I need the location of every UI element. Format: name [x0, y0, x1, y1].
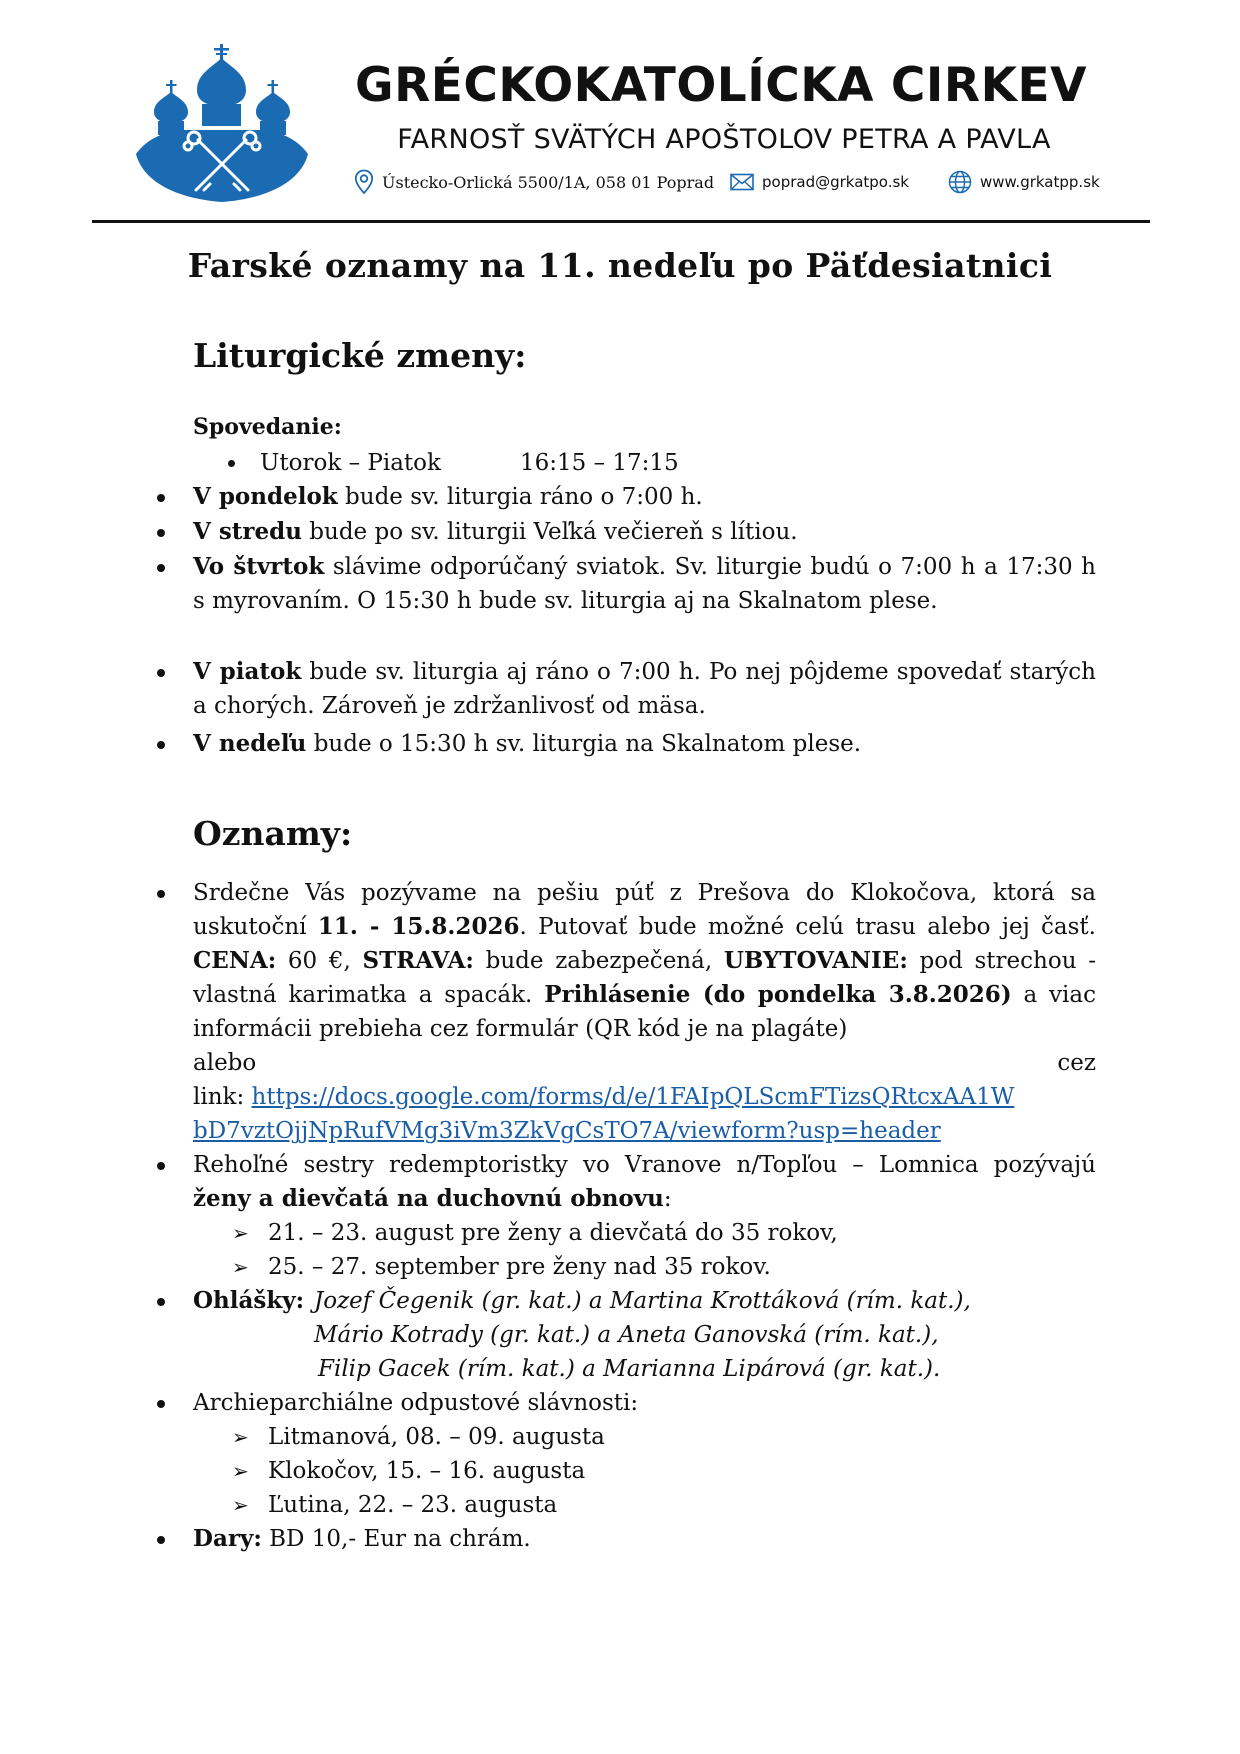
pilgrimage-text-2: . Putovať bude možné celú trasu alebo jej časť. [519, 914, 1096, 940]
wednesday-label: V stredu [193, 518, 302, 545]
wednesday-text: bude po sv. liturgii Veľká večiereň s lítiou. [301, 519, 798, 545]
feast-item: ➢ Klokočov, 15. – 16. augusta [268, 1454, 585, 1488]
envelope-icon [730, 173, 754, 191]
liturgical-changes-heading: Liturgické zmeny: [193, 336, 527, 375]
location-pin-icon [354, 169, 374, 195]
feasts-notice: Archieparchiálne odpustové slávnosti: [193, 1386, 1096, 1420]
confession-time: 16:15 – 17:15 [520, 450, 679, 476]
banns-couple: Filip Gacek (rím. kat.) a Marianna Lipárová (gr. kat.). [318, 1356, 941, 1382]
link-line-2 [193, 1114, 1096, 1148]
address-contact [354, 168, 714, 196]
banns-label: Ohlášky: [193, 1287, 305, 1314]
friday-label: V piatok [193, 658, 302, 685]
retreat-item: ➢ 21. – 23. august pre ženy a dievčatá do 35 rokov, [268, 1216, 838, 1250]
thursday-notice [193, 550, 1096, 618]
feast-item: ➢ Litmanová, 08. – 09. augusta [268, 1420, 605, 1454]
registration-form-link[interactable]: https://docs.google.com/forms/d/e/1FAIpQLScmFTizsQRtcxAA1W [251, 1084, 1015, 1110]
pilgrimage-text-1: Srdečne Vás pozývame na pešiu púť z Prešova do Klokočova, ktorá sa uskutoční [193, 880, 1096, 940]
pilgrimage-dates: 11. - 15.8.2026 [317, 913, 520, 940]
link-label: link: [193, 1084, 252, 1110]
monday-label: V pondelok [193, 483, 338, 510]
food-label: STRAVA: [362, 947, 474, 974]
banns-couple: Mário Kotrady (gr. kat.) a Aneta Ganovská (rím. kat.), [314, 1322, 939, 1348]
accommodation-label: UBYTOVANIE: [723, 947, 908, 974]
registration-deadline: Prihlásenie (do pondelka 3.8.2026) [544, 981, 1012, 1008]
retreat-notice [193, 1148, 1096, 1216]
banns-couple: Jozef Čegenik (gr. kat.) a Martina Krottáková (rím. kat.), [314, 1288, 971, 1314]
cez-text: cez [1057, 1050, 1096, 1076]
friday-text: bude sv. liturgia aj ráno o 7:00 h. Po nej pôjdeme spovedať starých a chorých. Zároveň je zdržanlivosť od mäsa. [193, 659, 1096, 719]
confession-heading: Spovedanie: [193, 414, 342, 440]
wednesday-notice [193, 515, 1096, 549]
gifts-label: Dary: [193, 1525, 262, 1552]
thursday-label: Vo štvrtok [193, 553, 325, 580]
confession-days: Utorok – Piatok [260, 446, 441, 480]
document-title: Farské oznamy na 11. nedeľu po Päťdesiatnici [187, 246, 1053, 285]
alebo-cez-line [193, 1046, 1096, 1080]
website-contact[interactable] [948, 168, 1100, 196]
friday-notice [193, 655, 1096, 723]
header-divider [92, 220, 1150, 223]
monday-notice [193, 480, 1096, 514]
organization-title: GRÉCKOKATOLÍCKA CIRKEV [355, 58, 1087, 113]
feast-item: ➢ Ľutina, 22. – 23. augusta [268, 1488, 557, 1522]
food-value: bude zabezpečená, [473, 948, 724, 974]
pilgrimage-link-block [193, 1046, 1096, 1148]
price-label: CENA: [193, 947, 277, 974]
retreat-text-2: : [663, 1186, 672, 1212]
retreat-highlight: ženy a dievčatá na duchovnú obnovu [193, 1185, 664, 1212]
email-contact[interactable] [730, 168, 909, 196]
church-logo-icon [136, 44, 308, 204]
sunday-notice [193, 727, 1096, 761]
alebo-text: alebo [193, 1050, 257, 1076]
accommodation-value: pod strechou - vlastná karimatka a spacák. [193, 948, 1096, 1008]
gifts-text: BD 10,- Eur na chrám. [261, 1526, 531, 1552]
retreat-text-1: Rehoľné sestry redemptoristky vo Vranove n/Topľou – Lomnica pozývajú [193, 1152, 1096, 1178]
sunday-text: bude o 15:30 h sv. liturgia na Skalnatom plese. [306, 731, 862, 757]
pilgrimage-notice [193, 876, 1096, 1046]
address-text: Ústecko-Orlická 5500/1A, 058 01 Poprad [382, 172, 715, 192]
globe-icon [948, 170, 972, 194]
announcements-heading: Oznamy: [193, 814, 353, 853]
thursday-text: slávime odporúčaný sviatok. Sv. liturgie budú o 7:00 h a 17:30 h s myrovaním. O 15:30 h bude sv. liturgia aj na Skalnatom plese. [193, 554, 1096, 614]
registration-form-link-continued[interactable]: bD7vztOjjNpRufVMg3iVm3ZkVgCsTO7A/viewform?usp=header [193, 1118, 941, 1144]
link-line [193, 1080, 1096, 1114]
monday-text: bude sv. liturgia ráno o 7:00 h. [337, 484, 703, 510]
gifts-notice [193, 1522, 1096, 1556]
website-text[interactable]: www.grkatpp.sk [980, 173, 1100, 191]
parish-subtitle: FARNOSŤ SVÄTÝCH APOŠTOLOV PETRA A PAVLA [397, 124, 1051, 155]
pilgrimage-text-6: a viac informácii prebieha cez formulár (QR kód je na plagáte) [193, 982, 1096, 1042]
retreat-item: ➢ 25. – 27. september pre ženy nad 35 rokov. [268, 1250, 771, 1284]
email-text[interactable]: poprad@grkatpo.sk [762, 173, 909, 191]
sunday-label: V nedeľu [193, 730, 307, 757]
price-value: 60 €, [276, 948, 363, 974]
